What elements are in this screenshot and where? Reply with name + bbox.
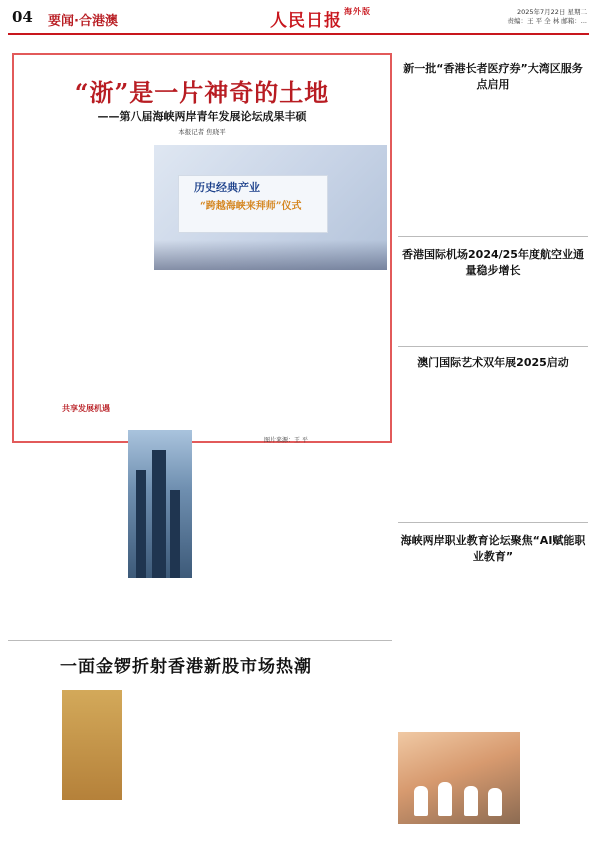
- body-text: [312, 684, 392, 854]
- section-title: 要闻·合港澳: [48, 14, 118, 29]
- backdrop-slogan: “跨越海峡来拜师”仪式: [200, 201, 302, 212]
- lead-body-text: [24, 147, 148, 205]
- article-title[interactable]: 香港国际机场2024/25年度航空业通量稳步增长: [402, 248, 584, 277]
- backdrop-title: 历史经典产业: [194, 181, 260, 194]
- tower: [152, 450, 166, 578]
- city-skyline-photo: [128, 430, 192, 578]
- divider: [398, 522, 588, 523]
- article-body-text: [496, 552, 588, 728]
- student-figure: [488, 788, 502, 816]
- city-photo-caption: [196, 440, 212, 580]
- article-body-text: [496, 82, 588, 230]
- lead-body-text: [154, 277, 266, 427]
- article-body-text: [398, 372, 490, 512]
- lead-article[interactable]: [12, 53, 392, 443]
- lead-subtitle: ——第八届海峡两岸青年发展论坛成果丰硕: [97, 110, 307, 123]
- date-line: 2025年7月22日 星期二 责编：王 平 全 林 邮箱：...: [507, 8, 587, 25]
- masthead: 人民日报 $^{海外版}$: [270, 6, 371, 31]
- market-photo-caption: [124, 690, 136, 800]
- article-title[interactable]: 海峡两岸职业教育论坛聚焦“AI赋能职业教育”: [400, 534, 586, 563]
- tower: [136, 470, 146, 578]
- divider: [8, 640, 392, 641]
- article-body-text: [398, 82, 490, 230]
- body-text: [226, 684, 306, 854]
- student-figure: [438, 782, 452, 816]
- divider: [398, 346, 588, 347]
- lead-title: “浙”是一片神奇的土地: [74, 78, 330, 107]
- article-title[interactable]: 澳门国际艺术双年展2025启动: [417, 356, 569, 369]
- body-text: [140, 684, 220, 854]
- article-body-text: [398, 266, 490, 342]
- lead-subhead: 共享发展机遇: [62, 404, 110, 413]
- body-text: [216, 440, 298, 630]
- audience: [154, 240, 387, 270]
- lead-body-text: [24, 219, 148, 399]
- body-text: [304, 440, 388, 630]
- article-body-text: [496, 266, 588, 342]
- body-text: [12, 684, 58, 844]
- lead-photo: [154, 145, 387, 270]
- page-header: [8, 6, 589, 32]
- lead-byline: 本报记者 焦晓平: [178, 128, 226, 136]
- header-rule: [8, 33, 589, 35]
- bottom-article-title[interactable]: 一面金锣折射香港新股市场热潮: [60, 657, 312, 677]
- market-photo: [62, 690, 122, 800]
- photo-credit: 图片来源：王 平: [264, 437, 308, 444]
- student-figure: [414, 786, 428, 816]
- divider: [398, 236, 588, 237]
- article-body-text: [398, 552, 490, 728]
- ai-photo-caption: [398, 830, 588, 854]
- article-body-text: [496, 372, 588, 512]
- page-number: 04: [12, 8, 33, 26]
- lead-body-text: [272, 277, 384, 427]
- student-figure: [464, 786, 478, 816]
- tower: [170, 490, 180, 578]
- article-title[interactable]: 新一批“香港长者医疗券”大湾区服务点启用: [403, 62, 583, 91]
- ai-education-photo: [398, 732, 520, 824]
